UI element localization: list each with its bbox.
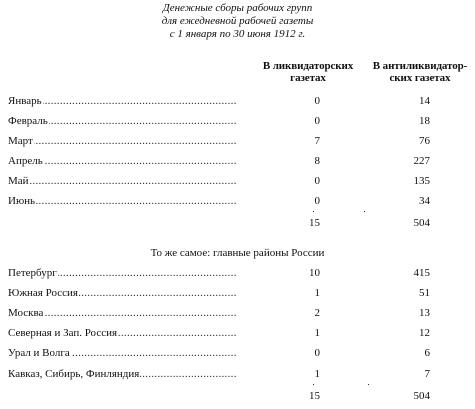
row-label [8, 134, 236, 148]
table-row [0, 154, 475, 168]
table-title [0, 2, 475, 41]
print-speck [368, 384, 369, 385]
table-row [0, 174, 475, 188]
row-value-liquidator: 1 [314, 368, 320, 380]
table-row [0, 94, 475, 108]
row-label-text: Май [8, 175, 29, 187]
print-speck [313, 211, 314, 212]
table-row [0, 286, 475, 300]
section-title: То же самое: главные районы России [150, 247, 325, 259]
row-label-text: Южная Россия [8, 287, 78, 299]
table-row [0, 134, 475, 148]
row-value-antiliquidator: 14 [419, 95, 430, 107]
total-antiliquidator: 504 [413, 217, 430, 229]
row-label [8, 346, 236, 360]
total-row [0, 389, 475, 403]
row-value-antiliquidator: 34 [419, 195, 430, 207]
row-value-antiliquidator: 12 [419, 327, 430, 339]
row-value-liquidator: 1 [314, 327, 320, 339]
row-value-antiliquidator: 415 [413, 267, 430, 279]
row-label-text: Петербург [8, 267, 57, 279]
row-value-antiliquidator: 135 [413, 175, 430, 187]
row-label [8, 326, 236, 340]
row-label [8, 194, 236, 208]
row-label [8, 266, 236, 280]
row-value-liquidator: 0 [314, 115, 320, 127]
row-value-liquidator: 1 [314, 287, 320, 299]
table-row [0, 194, 475, 208]
row-label [8, 367, 236, 381]
total-row [0, 216, 475, 230]
row-value-liquidator: 2 [314, 307, 320, 319]
row-label-text: Январь [8, 95, 42, 107]
row-value-liquidator: 8 [314, 155, 320, 167]
row-value-antiliquidator: 51 [419, 287, 430, 299]
row-value-antiliquidator: 227 [413, 155, 430, 167]
table-row [0, 306, 475, 320]
row-value-liquidator: 10 [309, 267, 320, 279]
print-speck [313, 384, 314, 385]
total-liquidator: 15 [309, 217, 320, 229]
column-header-antiliquidator-text: В антиликвидатор-ских газетах [372, 60, 468, 84]
row-value-antiliquidator: 13 [419, 307, 430, 319]
row-label [8, 94, 236, 108]
row-value-liquidator: 0 [314, 175, 320, 187]
row-label-text: Кавказ, Сибирь, Финляндия [8, 368, 140, 380]
column-header-liquidator-text: В ликвидаторских газетах [262, 60, 354, 84]
row-value-antiliquidator: 76 [419, 135, 430, 147]
total-antiliquidator: 504 [413, 390, 430, 402]
title-line-2: для ежедневной рабочей газеты [161, 15, 314, 27]
row-label-text: Март [8, 135, 33, 147]
table-row [0, 326, 475, 340]
row-value-liquidator: 0 [314, 95, 320, 107]
table-row [0, 367, 475, 381]
row-label [8, 306, 236, 320]
row-label [8, 114, 236, 128]
title-line-3: с 1 января по 30 июня 1912 г. [169, 28, 306, 40]
total-liquidator: 15 [309, 390, 320, 402]
row-label-text: Москва [8, 307, 44, 319]
row-label [8, 174, 236, 188]
table-row [0, 114, 475, 128]
print-speck [364, 211, 365, 212]
column-header-antiliquidator [366, 60, 474, 84]
row-value-antiliquidator: 7 [424, 368, 430, 380]
row-label-text: Урал и Волга [8, 347, 70, 359]
row-value-liquidator: 7 [314, 135, 320, 147]
row-label-text: Июнь [8, 195, 36, 207]
row-value-antiliquidator: 6 [424, 347, 430, 359]
row-label-text: Февраль [8, 115, 48, 127]
row-label [8, 154, 236, 168]
table-row [0, 266, 475, 280]
table-row [0, 346, 475, 360]
column-header-liquidator [252, 60, 364, 84]
title-line-1: Денежные сборы рабочих групп [162, 2, 313, 14]
row-value-liquidator: 0 [314, 195, 320, 207]
row-value-liquidator: 0 [314, 347, 320, 359]
row-label-text: Северная и Зап. Россия [8, 327, 118, 339]
row-value-antiliquidator: 18 [419, 115, 430, 127]
row-label [8, 286, 236, 300]
row-label-text: Апрель [8, 155, 43, 167]
